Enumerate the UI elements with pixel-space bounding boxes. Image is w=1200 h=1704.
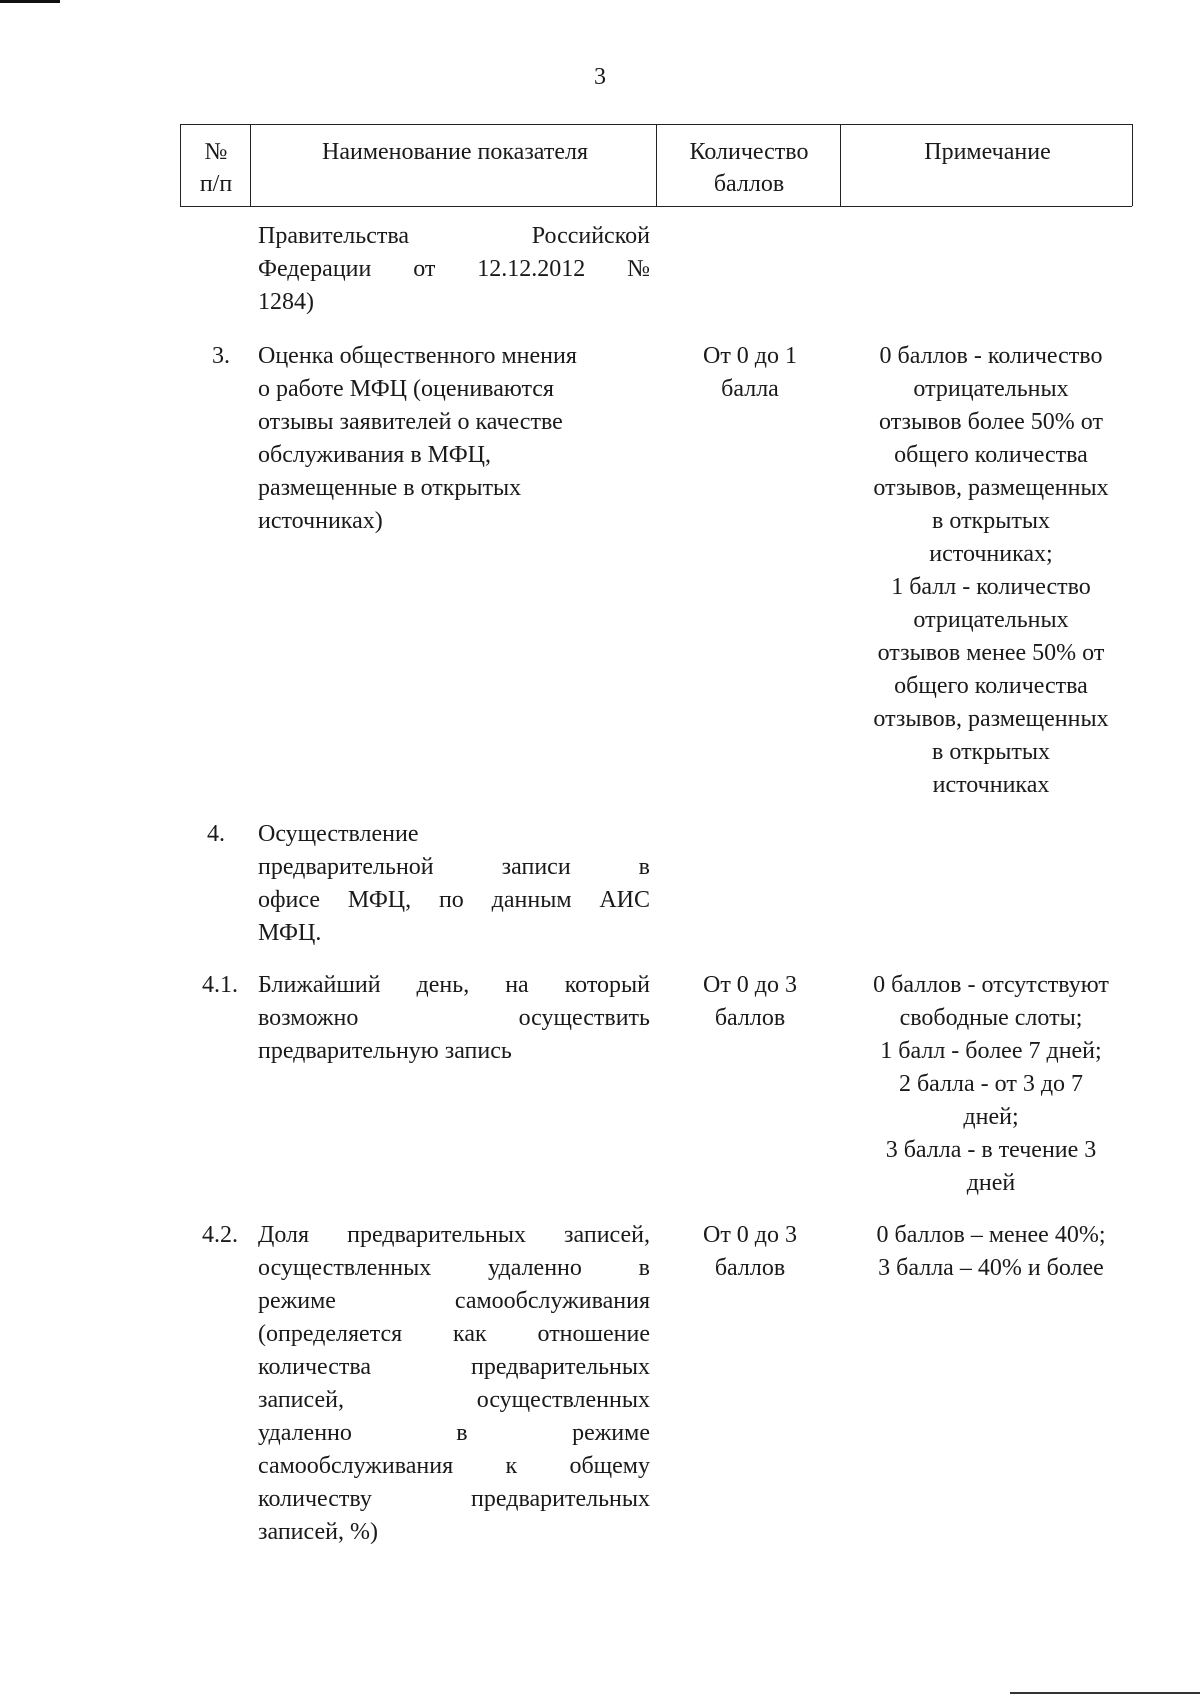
text-line: источниках;: [929, 541, 1053, 567]
text-line: баллов: [714, 1255, 786, 1281]
text-line: Ближайший день, на который: [258, 972, 650, 998]
text-line: 1284): [258, 289, 314, 315]
text-line: Федерации от 12.12.2012 №: [258, 256, 650, 282]
text-line: общего количества: [894, 673, 1088, 699]
header-divider: [180, 124, 181, 206]
header-num-text: № п/п: [199, 139, 233, 197]
text-line: 2 балла - от 3 до 7: [898, 1071, 1084, 1097]
text-line: МФЦ.: [258, 920, 322, 946]
text-line: источниках): [258, 508, 383, 534]
text-line: записей, %): [258, 1519, 378, 1545]
text-line: свободные слоты;: [899, 1005, 1083, 1031]
row-name: [258, 1219, 650, 1549]
text-line: предварительной записи в: [258, 854, 650, 880]
text-line: 1 балл - количество: [891, 574, 1091, 600]
text-line: записей, осуществленных: [258, 1387, 650, 1413]
text-line: удаленно в режиме: [258, 1420, 650, 1446]
header-name: Наименование показателя: [322, 139, 588, 165]
row-note: [846, 969, 1136, 1200]
header-num: [184, 136, 248, 200]
header-divider: [1132, 124, 1133, 206]
header-divider: [656, 124, 657, 206]
row-number: 4.1.: [202, 972, 238, 998]
text-line: размещенные в открытых: [258, 475, 522, 501]
page-number: 3: [594, 64, 606, 90]
text-line: 1 балл - более 7 дней;: [880, 1038, 1102, 1064]
text-line: отрицательных: [913, 607, 1069, 633]
header-score: Количество баллов: [689, 139, 809, 197]
text-line: 0 баллов - отсутствуют: [873, 972, 1109, 998]
text-line: 3 балла – 40% и более: [878, 1255, 1104, 1281]
row-name: [258, 969, 650, 1068]
text-line: Осуществление: [258, 821, 419, 847]
text-line: отрицательных: [913, 376, 1069, 402]
text-line: балла: [721, 376, 779, 402]
text-line: (определяется как отношение: [258, 1321, 650, 1347]
text-line: отзывов менее 50% от: [877, 640, 1105, 666]
text-line: в открытых: [932, 508, 1050, 534]
text-line: отзывов, размещенных: [873, 706, 1109, 732]
row-score: [670, 1219, 830, 1285]
text-line: дней;: [963, 1104, 1019, 1130]
header-note: Примечание: [924, 139, 1051, 165]
text-line: самообслуживания к общему: [258, 1453, 650, 1479]
text-line: Правительства Российской: [258, 223, 650, 249]
text-line: отзывов более 50% от: [879, 409, 1103, 435]
text-line: дней: [966, 1170, 1016, 1196]
text-line: Доля предварительных записей,: [258, 1222, 650, 1248]
text-line: баллов: [714, 1005, 786, 1031]
row-note: [846, 1219, 1136, 1285]
text-line: возможно осуществить: [258, 1005, 650, 1031]
text-line: о работе МФЦ (оцениваются: [258, 376, 554, 402]
text-line: От 0 до 3: [702, 972, 798, 998]
text-line: Оценка общественного мнения: [258, 343, 577, 369]
header-divider: [250, 124, 251, 206]
text-line: общего количества: [894, 442, 1088, 468]
text-line: количества предварительных: [258, 1354, 650, 1380]
text-line: 0 баллов - количество: [879, 343, 1103, 369]
text-line: От 0 до 3: [702, 1222, 798, 1248]
text-line: в открытых: [932, 739, 1050, 765]
text-line: отзывов, размещенных: [873, 475, 1109, 501]
text-line: обслуживания в МФЦ,: [258, 442, 491, 468]
row-score: [670, 969, 830, 1035]
row-name: [258, 340, 658, 538]
text-line: От 0 до 1: [702, 343, 798, 369]
text-line: отзывы заявителей о качестве: [258, 409, 563, 435]
row-number: 3.: [212, 343, 230, 369]
header-divider: [840, 124, 841, 206]
text-line: 3 балла - в течение 3: [885, 1137, 1097, 1163]
table-header: [180, 124, 1132, 207]
text-line: количеству предварительных: [258, 1486, 650, 1512]
row-note: [846, 340, 1136, 802]
row-number: 4.: [207, 821, 225, 847]
row-name: [258, 818, 650, 950]
text-line: предварительную запись: [258, 1038, 512, 1064]
text-line: режиме самообслуживания: [258, 1288, 650, 1314]
text-line: офисе МФЦ, по данным АИС: [258, 887, 650, 913]
scan-edge-mark-bottom: [1010, 1692, 1200, 1694]
text-line: источниках: [932, 772, 1050, 798]
scan-edge-mark-top: [0, 0, 60, 3]
text-line: осуществленных удаленно в: [258, 1255, 650, 1281]
row-score: [670, 340, 830, 406]
row-number: 4.2.: [202, 1222, 238, 1248]
text-line: 0 баллов – менее 40%;: [876, 1222, 1106, 1248]
continuation-text: [258, 220, 650, 319]
